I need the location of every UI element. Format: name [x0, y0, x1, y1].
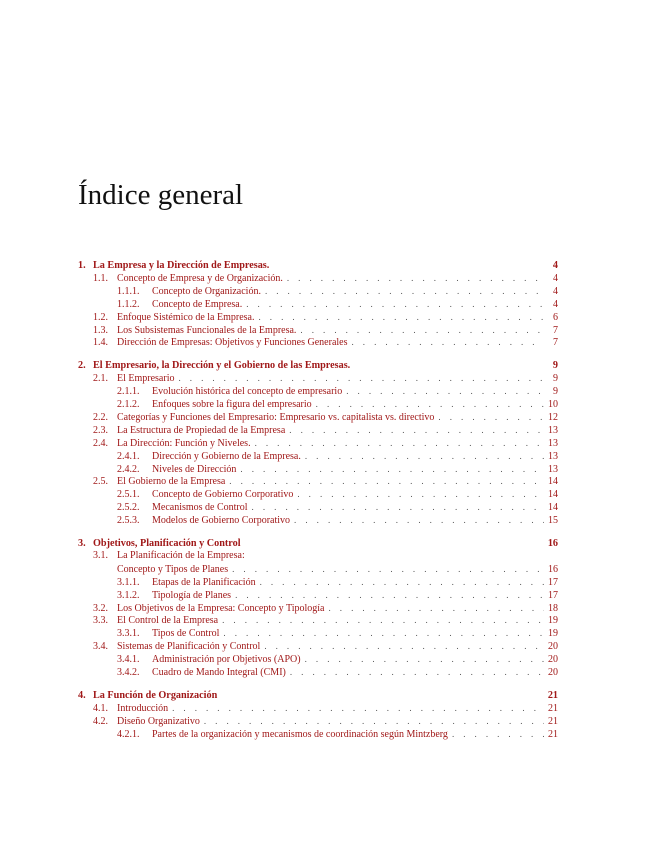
toc-chapter-number: 2. [78, 360, 86, 372]
toc-entry-number: 1.4. [93, 337, 108, 349]
toc-leader-dots [223, 627, 544, 640]
toc-leader-dots [240, 463, 544, 476]
toc-entry-number: 2.1.1. [117, 386, 140, 398]
toc-chapter-2[interactable] [78, 359, 558, 372]
toc-entry-number: 2.1. [93, 373, 108, 385]
toc-subsection[interactable] [78, 450, 558, 463]
toc-entry-number: 3.4.2. [117, 667, 140, 679]
toc-leader-dots [287, 272, 544, 285]
toc-entry-number: 1.3. [93, 324, 108, 336]
toc-page-number[interactable]: 18 [548, 602, 558, 614]
toc-leader-dots [346, 385, 544, 398]
toc-leader-dots [229, 475, 544, 488]
toc-entry-number: 2.5.2. [117, 502, 140, 514]
toc-entry-number: 4.2.1. [117, 728, 140, 740]
toc-entry-title[interactable]: Concepto y Tipos de Planes [117, 563, 229, 575]
toc-page-number[interactable]: 4 [553, 285, 558, 297]
toc-page-number[interactable]: 21 [548, 728, 558, 740]
page-title: Índice general [78, 179, 244, 211]
toc-entry-title[interactable]: El Gobierno de la Empresa [117, 476, 226, 488]
toc-entry-title[interactable]: Diseño Organizativo [117, 715, 200, 727]
toc-entry-number: 2.2. [93, 412, 108, 424]
toc-entry-title[interactable]: Partes de la organización y mecanismos de coordinación según Mintzberg [152, 728, 448, 740]
toc-entry-title[interactable]: Modelos de Gobierno Corporativo [152, 515, 291, 527]
toc-entry-number: 3.4. [93, 641, 108, 653]
toc-leader-dots [305, 450, 544, 463]
toc-section[interactable] [78, 336, 558, 349]
toc-leader-dots [265, 285, 544, 298]
toc-page-number[interactable]: 14 [548, 489, 558, 501]
toc-page-number[interactable]: 9 [552, 360, 558, 372]
toc-entry-number: 2.4.2. [117, 463, 140, 475]
toc-subsection[interactable] [78, 285, 558, 298]
toc-entry-title[interactable]: Administración por Objetivos (APO) [152, 654, 301, 666]
toc-leader-dots [260, 576, 544, 589]
toc-entry-title[interactable]: Tipos de Control [152, 628, 220, 640]
toc-entry-title[interactable]: Cuadro de Mando Integral (CMI) [152, 667, 286, 679]
toc-entry-number: 2.4. [93, 437, 108, 449]
toc-page-number[interactable]: 20 [548, 667, 558, 679]
toc-entry-number: 3.1.2. [117, 589, 140, 601]
toc-entry-title[interactable]: La Dirección: Función y Niveles. [117, 437, 251, 449]
toc-page-number[interactable]: 7 [553, 337, 558, 349]
toc-entry-number: 3.1. [93, 550, 108, 562]
toc-chapter-title[interactable]: La Empresa y la Dirección de Empresas. [93, 260, 270, 271]
toc-section[interactable] [78, 614, 558, 627]
toc-entry-title[interactable]: Concepto de Empresa. [152, 298, 243, 310]
toc-section[interactable] [78, 702, 558, 715]
toc-subsection[interactable] [78, 514, 558, 527]
toc-leader-dots [246, 298, 544, 311]
toc-section[interactable] [78, 311, 558, 324]
toc-page-number[interactable]: 6 [553, 311, 558, 323]
toc-page-number[interactable]: 20 [548, 654, 558, 666]
toc-subsection[interactable] [78, 728, 558, 741]
toc-page-number[interactable]: 20 [548, 641, 558, 653]
toc-entry-number: 2.4.1. [117, 450, 140, 462]
toc-section[interactable] [78, 640, 558, 653]
toc-leader-dots [297, 488, 544, 501]
toc-entry-title[interactable]: La Planificación de la Empresa: [117, 550, 245, 562]
table-of-contents [78, 259, 558, 741]
toc-chapter-1[interactable] [78, 259, 558, 272]
toc-page-number[interactable]: 9 [553, 386, 558, 398]
toc-leader-dots [255, 437, 544, 450]
toc-chapter-title[interactable]: La Función de Organización [93, 689, 218, 701]
toc-entry-title[interactable]: Sistemas de Planificación y Control [117, 641, 261, 653]
toc-page-number[interactable]: 14 [548, 502, 558, 514]
toc-entry-number: 1.1. [93, 273, 108, 284]
toc-page-number[interactable]: 21 [548, 715, 558, 727]
toc-page-number[interactable]: 13 [548, 463, 558, 475]
toc-entry-number: 3.2. [93, 602, 108, 614]
toc-leader-dots [204, 715, 544, 728]
toc-entry-title[interactable]: Evolución histórica del concepto de empresario [152, 386, 343, 398]
toc-entry-title[interactable]: Etapas de la Planificación [152, 576, 256, 588]
toc-page-number[interactable]: 16 [548, 563, 558, 575]
toc-leader-dots [316, 398, 544, 411]
toc-entry-number: 3.3. [93, 615, 108, 627]
toc-leader-dots [352, 336, 545, 349]
toc-entry-number: 1.2. [93, 311, 108, 323]
toc-entry-title[interactable]: Dirección y Gobierno de la Empresa. [152, 450, 301, 462]
toc-entry-number: 3.4.1. [117, 654, 140, 666]
toc-entry-title[interactable]: Los Objetivos de la Empresa: Concepto y Tipología [117, 602, 325, 614]
toc-section[interactable] [78, 475, 558, 488]
toc-page-number[interactable]: 21 [547, 689, 558, 701]
toc-subsection[interactable] [78, 653, 558, 666]
toc-leader-dots [289, 424, 544, 437]
toc-section[interactable] [78, 411, 558, 424]
toc-page-number[interactable]: 10 [548, 399, 558, 411]
toc-section[interactable] [78, 715, 558, 728]
toc-section[interactable] [78, 272, 558, 285]
toc-entry-title[interactable]: La Estructura de Propiedad de la Empresa [117, 424, 286, 436]
toc-leader-dots [452, 728, 544, 741]
toc-leader-dots [172, 702, 544, 715]
toc-entry-title[interactable]: Introducción [117, 702, 169, 714]
toc-page-number[interactable]: 13 [548, 424, 558, 436]
toc-leader-dots [294, 514, 544, 527]
toc-page-number[interactable]: 13 [548, 450, 558, 462]
toc-page-number[interactable]: 13 [548, 437, 558, 449]
toc-chapter-3[interactable] [78, 537, 558, 550]
toc-entry-title[interactable]: Niveles de Dirección [152, 463, 237, 475]
toc-entry-title[interactable]: Dirección de Empresas: Objetivos y Funciones Generales [117, 337, 348, 349]
toc-page-number[interactable]: 9 [553, 373, 558, 385]
toc-page-number[interactable]: 16 [547, 538, 558, 550]
toc-entry-title[interactable]: Enfoque Sistémico de la Empresa. [117, 311, 255, 323]
toc-leader-dots [222, 614, 544, 627]
toc-page-number[interactable]: 4 [553, 298, 558, 310]
toc-subsection[interactable] [78, 298, 558, 311]
toc-entry-number: 4.1. [93, 702, 108, 714]
toc-subsection[interactable] [78, 488, 558, 501]
toc-page-number[interactable]: 17 [548, 576, 558, 588]
toc-page-number[interactable]: 7 [553, 324, 558, 336]
toc-entry-number: 2.3. [93, 424, 108, 436]
toc-leader-dots [300, 324, 544, 337]
toc-page-number[interactable]: 12 [548, 412, 558, 424]
toc-section[interactable] [78, 424, 558, 437]
toc-entry-number: 3.3.1. [117, 628, 140, 640]
toc-chapter-number: 4. [78, 689, 86, 701]
toc-entry-number: 3.1.1. [117, 576, 140, 588]
toc-section[interactable] [78, 550, 558, 563]
toc-leader-dots [232, 563, 544, 576]
toc-subsection[interactable] [78, 463, 558, 476]
toc-page-number[interactable]: 19 [548, 615, 558, 627]
toc-chapter-title[interactable]: Objetivos, Planificación y Control [93, 538, 241, 550]
toc-entry-continuation[interactable] [78, 563, 558, 576]
toc-page-number[interactable]: 4 [552, 260, 558, 271]
toc-section[interactable] [78, 372, 558, 385]
toc-entry-title[interactable]: Concepto de Gobierno Corporativo [152, 489, 294, 501]
toc-subsection[interactable] [78, 576, 558, 589]
toc-entry-number: 2.5.1. [117, 489, 140, 501]
toc-section[interactable] [78, 437, 558, 450]
toc-entry-title[interactable]: Enfoques sobre la figura del empresario [152, 399, 312, 411]
toc-chapter-number: 3. [78, 538, 86, 550]
toc-subsection[interactable] [78, 398, 558, 411]
toc-leader-dots [290, 666, 544, 679]
toc-leader-dots [264, 640, 544, 653]
toc-chapter-title[interactable]: El Empresario, la Dirección y el Gobierno de las Empresas. [93, 360, 351, 372]
toc-entry-title[interactable]: Los Subsistemas Funcionales de la Empresa. [117, 324, 297, 336]
toc-entry-title[interactable]: Tipología de Planes [152, 589, 232, 601]
toc-page-number[interactable]: 19 [548, 628, 558, 640]
toc-entry-title[interactable]: El Control de la Empresa [117, 615, 219, 627]
toc-entry-number: 1.1.2. [117, 298, 140, 310]
toc-leader-dots [438, 411, 544, 424]
toc-subsection[interactable] [78, 385, 558, 398]
toc-entry-title[interactable]: Mecanismos de Control [152, 502, 248, 514]
toc-entry-title[interactable]: El Empresario [117, 373, 175, 385]
toc-page-number[interactable]: 21 [548, 702, 558, 714]
toc-leader-dots [328, 602, 544, 615]
toc-entry-number: 2.5.3. [117, 515, 140, 527]
toc-subsection[interactable] [78, 666, 558, 679]
toc-subsection[interactable] [78, 501, 558, 514]
toc-entry-number: 2.1.2. [117, 399, 140, 411]
toc-entry-title[interactable]: Categorías y Funciones del Empresario: Empresario vs. capitalista vs. directivo [117, 412, 435, 424]
toc-page-number[interactable]: 4 [553, 273, 558, 284]
toc-page-number[interactable]: 17 [548, 589, 558, 601]
toc-leader-dots [235, 589, 544, 602]
toc-section[interactable] [78, 324, 558, 337]
toc-leader-dots [178, 372, 544, 385]
toc-leader-dots [305, 653, 544, 666]
toc-leader-dots [252, 501, 544, 514]
toc-entry-title[interactable]: Concepto de Organización. [152, 285, 261, 297]
toc-entry-number: 4.2. [93, 715, 108, 727]
toc-entry-number: 2.5. [93, 476, 108, 488]
toc-subsection[interactable] [78, 627, 558, 640]
toc-leader-dots [258, 311, 544, 324]
toc-entry-title[interactable]: Concepto de Empresa y de Organización. [117, 273, 283, 284]
toc-chapter-4[interactable] [78, 689, 558, 702]
toc-section[interactable] [78, 602, 558, 615]
toc-page-number[interactable]: 14 [548, 476, 558, 488]
toc-entry-number: 1.1.1. [117, 285, 140, 297]
toc-chapter-number: 1. [78, 260, 86, 271]
toc-page-number[interactable]: 15 [548, 515, 558, 527]
toc-subsection[interactable] [78, 589, 558, 602]
